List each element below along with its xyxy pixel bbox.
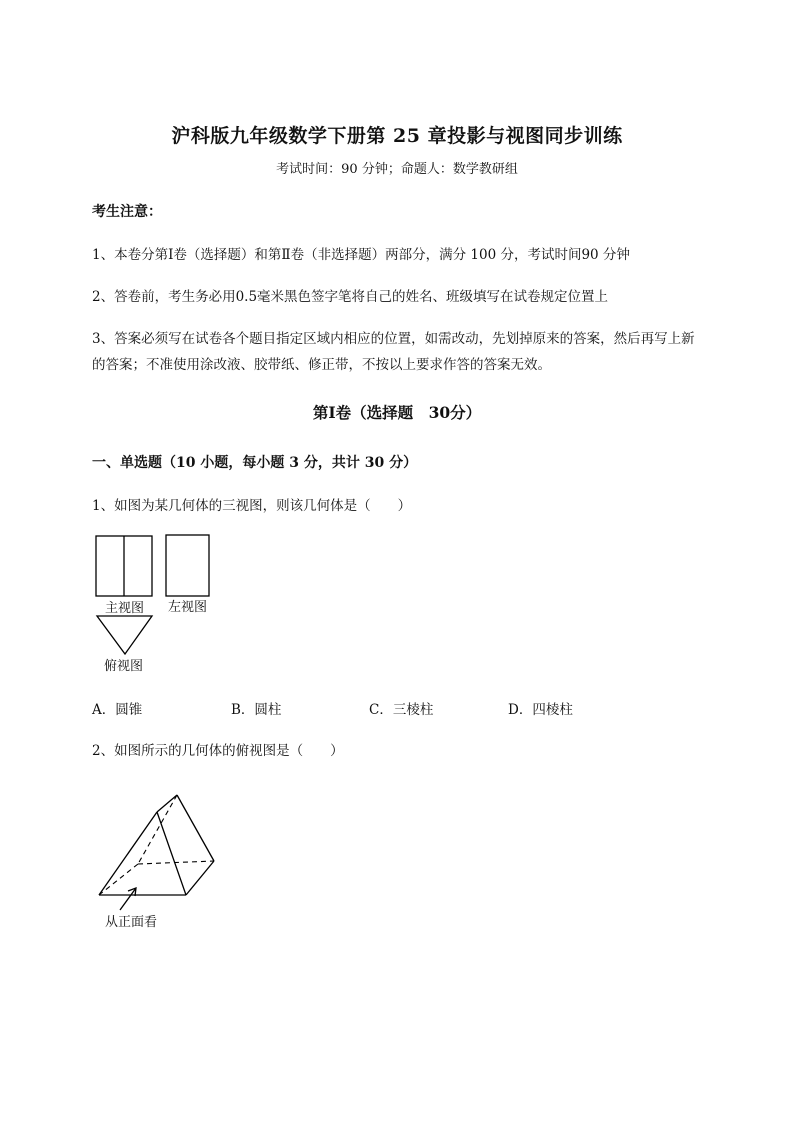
top-view-label: 俯视图 <box>104 659 144 674</box>
part-heading: 一、单选题（10 小题，每小题 3 分，共计 30 分） <box>92 455 418 471</box>
prism-solid-edges <box>99 795 214 895</box>
left-view-label: 左视图 <box>168 600 208 615</box>
option-b[interactable]: B．圆柱 <box>231 702 282 718</box>
top-view-drawing <box>97 616 152 654</box>
view-direction-label: 从正面看 <box>105 915 158 930</box>
option-d[interactable]: D．四棱柱 <box>508 702 573 718</box>
notice-item-continued: 的答案；不准使用涂改液、胶带纸、修正带，不按以上要求作答的答案无效。 <box>92 357 551 373</box>
three-view-figure <box>90 530 230 680</box>
prism-hidden-edges <box>99 795 214 895</box>
notice-item: 2、答卷前，考生务必用0.5毫米黑色签字笔将自己的姓名、班级填写在试卷规定位置上 <box>92 289 609 305</box>
prism-figure <box>92 785 222 935</box>
page-title: 沪科版九年级数学下册第 25 章投影与视图同步训练 <box>171 125 623 147</box>
notice-item: 3、答案必须写在试卷各个题目指定区域内相应的位置，如需改动，先划掉原来的答案，然后再写上新 <box>92 331 695 347</box>
view-direction-arrow-icon <box>120 888 136 910</box>
exam-info: 考试时间：90 分钟；命题人：数学教研组 <box>276 162 518 177</box>
left-view-drawing <box>166 535 209 596</box>
question-2-stem: 2、如图所示的几何体的俯视图是（ ） <box>92 743 344 759</box>
front-view-label: 主视图 <box>105 601 145 616</box>
option-c[interactable]: C．三棱柱 <box>369 702 434 718</box>
option-a[interactable]: A．圆锥 <box>92 702 143 718</box>
question-1-stem: 1、如图为某几何体的三视图，则该几何体是（ ） <box>92 498 412 514</box>
notice-item: 1、本卷分第Ⅰ卷（选择题）和第Ⅱ卷（非选择题）两部分，满分 100 分，考试时间90 分钟 <box>92 247 630 263</box>
notice-heading: 考生注意： <box>92 204 162 220</box>
front-view-drawing <box>96 536 152 596</box>
section-title: 第Ⅰ卷（选择题 30分） <box>312 403 482 422</box>
